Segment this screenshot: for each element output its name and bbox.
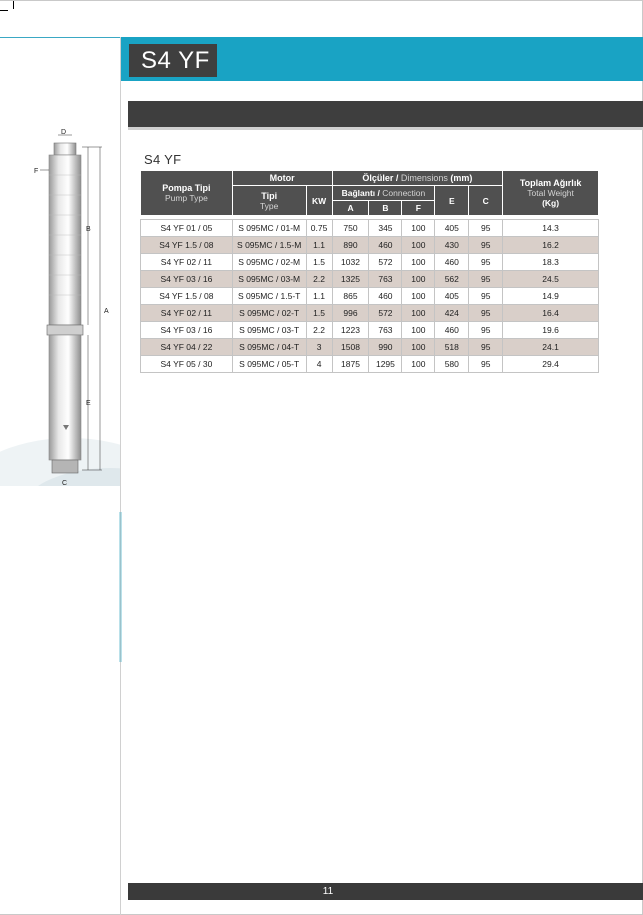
column-accent (119, 512, 122, 662)
dim-label-e: E (86, 400, 91, 407)
cell-f: 100 (402, 237, 435, 254)
cell-pump: S4 YF 02 / 11 (141, 254, 233, 271)
cell-f: 100 (402, 305, 435, 322)
cell-pump: S4 YF 02 / 11 (141, 305, 233, 322)
cell-motor: S 095MC / 02-T (232, 305, 306, 322)
table-row (141, 271, 599, 288)
cell-a: 1325 (332, 271, 369, 288)
pump-base (52, 460, 78, 473)
cell-kw: 2.2 (306, 271, 332, 288)
cell-pump: S4 YF 1.5 / 08 (141, 237, 233, 254)
cell-weight: 24.1 (503, 339, 599, 356)
cell-b: 460 (369, 237, 402, 254)
cell-motor: S 095MC / 01-M (232, 220, 306, 237)
cell-e: 580 (435, 356, 469, 373)
cell-pump: S4 YF 01 / 05 (141, 220, 233, 237)
header-connection-en: Connection (382, 188, 426, 198)
dim-label-f: F (34, 168, 39, 175)
cell-b: 763 (369, 271, 402, 288)
cell-weight: 16.4 (503, 305, 599, 322)
cell-a: 996 (332, 305, 369, 322)
pump-motor (49, 335, 81, 460)
table-row (141, 356, 599, 373)
cell-f: 100 (402, 288, 435, 305)
cell-pump: S4 YF 1.5 / 08 (141, 288, 233, 305)
cell-c: 95 (469, 237, 503, 254)
header-connection-tr: Bağlantı / (341, 188, 380, 198)
cell-c: 95 (469, 254, 503, 271)
header-pump-type-tr: Pompa Tipi (162, 183, 211, 193)
cell-c: 95 (469, 271, 503, 288)
header-type-tr: Tipi (261, 190, 278, 201)
cell-pump: S4 YF 05 / 30 (141, 356, 233, 373)
table-row (141, 288, 599, 305)
cell-c: 95 (469, 305, 503, 322)
cell-weight: 24.5 (503, 271, 599, 288)
cell-b: 572 (369, 305, 402, 322)
section-bar (128, 101, 643, 127)
cell-e: 430 (435, 237, 469, 254)
cell-motor: S 095MC / 1.5-M (232, 237, 306, 254)
table-row (141, 305, 599, 322)
cell-a: 890 (332, 237, 369, 254)
section-bar-shadow (128, 127, 643, 130)
cell-c: 95 (469, 322, 503, 339)
cell-kw: 3 (306, 339, 332, 356)
cell-a: 1223 (332, 322, 369, 339)
cell-c: 95 (469, 288, 503, 305)
header-dimensions-en: Dimensions (400, 173, 448, 183)
cell-kw: 1.1 (306, 288, 332, 305)
header-col-f: F (402, 201, 435, 216)
header-dimensions-tr: Ölçüler / (362, 173, 399, 183)
cell-c: 95 (469, 220, 503, 237)
cell-a: 750 (332, 220, 369, 237)
header-connection (332, 186, 435, 201)
header-col-c: C (469, 186, 503, 216)
cell-e: 424 (435, 305, 469, 322)
cell-pump: S4 YF 03 / 16 (141, 322, 233, 339)
header-motor: Motor (232, 171, 332, 186)
crop-mark-h (0, 10, 8, 11)
cell-e: 518 (435, 339, 469, 356)
cell-f: 100 (402, 254, 435, 271)
cell-kw: 0.75 (306, 220, 332, 237)
cell-weight: 14.9 (503, 288, 599, 305)
cell-a: 1875 (332, 356, 369, 373)
cell-weight: 29.4 (503, 356, 599, 373)
cell-a: 1032 (332, 254, 369, 271)
header-weight (503, 171, 599, 216)
table-row (141, 220, 599, 237)
cell-a: 865 (332, 288, 369, 305)
cell-weight: 16.2 (503, 237, 599, 254)
cell-motor: S 095MC / 03-M (232, 271, 306, 288)
cell-c: 95 (469, 356, 503, 373)
table-row (141, 322, 599, 339)
cell-e: 405 (435, 220, 469, 237)
page-title: S4 YF (129, 44, 217, 77)
dim-label-c: C (62, 480, 68, 487)
cell-weight: 19.6 (503, 322, 599, 339)
header-weight-unit: (Kg) (542, 198, 560, 208)
cell-pump: S4 YF 04 / 22 (141, 339, 233, 356)
cell-f: 100 (402, 220, 435, 237)
cell-e: 562 (435, 271, 469, 288)
cell-kw: 1.5 (306, 305, 332, 322)
cell-b: 345 (369, 220, 402, 237)
cell-b: 990 (369, 339, 402, 356)
cell-f: 100 (402, 271, 435, 288)
header-col-e: E (435, 186, 469, 216)
spec-table-body (141, 216, 599, 373)
cell-b: 460 (369, 288, 402, 305)
cell-e: 460 (435, 322, 469, 339)
header-dimensions (332, 171, 503, 186)
cell-motor: S 095MC / 1.5-T (232, 288, 306, 305)
header-pump-type (141, 171, 233, 216)
pump-drawing (30, 125, 120, 490)
dim-label-d: D (61, 129, 67, 136)
cell-f: 100 (402, 339, 435, 356)
page-number: 11 (322, 886, 334, 897)
cell-kw: 1.5 (306, 254, 332, 271)
table-row (141, 339, 599, 356)
cell-motor: S 095MC / 05-T (232, 356, 306, 373)
cell-e: 405 (435, 288, 469, 305)
section-title: S4 YF (144, 152, 182, 167)
table-row (141, 254, 599, 271)
header-col-a: A (332, 201, 369, 216)
cell-weight: 14.3 (503, 220, 599, 237)
dim-label-b: B (86, 226, 91, 233)
crop-mark-v (13, 0, 14, 9)
column-divider (120, 37, 121, 915)
cell-a: 1508 (332, 339, 369, 356)
cell-f: 100 (402, 356, 435, 373)
cell-kw: 4 (306, 356, 332, 373)
header-pump-type-en: Pump Type (164, 193, 208, 203)
cell-f: 100 (402, 322, 435, 339)
cell-b: 763 (369, 322, 402, 339)
cell-weight: 18.3 (503, 254, 599, 271)
header-dimensions-unit: (mm) (450, 173, 473, 183)
pump-top-cap (54, 143, 76, 155)
header-type (232, 186, 306, 216)
cell-pump: S4 YF 03 / 16 (141, 271, 233, 288)
cell-e: 460 (435, 254, 469, 271)
cell-motor: S 095MC / 02-M (232, 254, 306, 271)
header-weight-tr: Toplam Ağırlık (519, 178, 582, 188)
pump-body (49, 155, 81, 325)
dim-label-a: A (104, 308, 109, 315)
pump-coupling (47, 325, 83, 335)
table-row (141, 237, 599, 254)
cell-c: 95 (469, 339, 503, 356)
header-col-b: B (369, 201, 402, 216)
spec-table (140, 170, 599, 373)
cell-b: 1295 (369, 356, 402, 373)
cell-motor: S 095MC / 04-T (232, 339, 306, 356)
cell-b: 572 (369, 254, 402, 271)
cell-kw: 2.2 (306, 322, 332, 339)
cell-kw: 1.1 (306, 237, 332, 254)
cell-motor: S 095MC / 03-T (232, 322, 306, 339)
header-weight-en: Total Weight (527, 188, 574, 198)
header-type-en: Type (259, 200, 279, 211)
header-kw: KW (306, 186, 332, 216)
